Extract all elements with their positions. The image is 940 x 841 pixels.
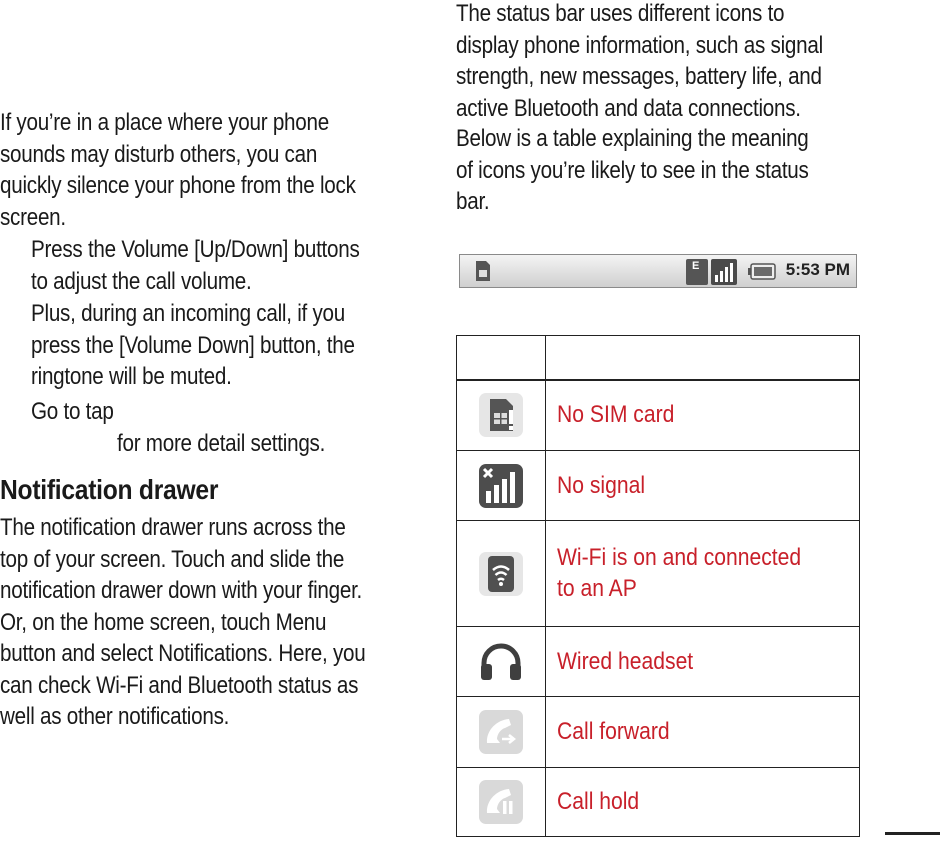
text-line: display phone information, such as signal bbox=[456, 31, 823, 59]
data-connection-icon bbox=[686, 259, 708, 285]
status-icon-table bbox=[456, 335, 860, 837]
text-line: The status bar uses different icons to bbox=[456, 0, 785, 27]
text-line: Wi-Fi is on and connected bbox=[557, 544, 802, 571]
call-forward-label: Call forward bbox=[557, 718, 670, 745]
header-divider bbox=[457, 379, 859, 381]
text-line: ringtone will be muted. bbox=[31, 363, 232, 390]
text-line: active Bluetooth and data connections. bbox=[456, 94, 801, 122]
row-divider bbox=[457, 767, 859, 768]
data-badge: E bbox=[692, 260, 700, 272]
goto-settings-line-1: Go to tap bbox=[31, 398, 114, 425]
mute-paragraph bbox=[31, 298, 355, 393]
text-line: button and select Notifications. Here, you bbox=[0, 640, 366, 667]
wifi-connected-icon bbox=[478, 551, 524, 597]
row-divider bbox=[457, 450, 859, 451]
call-hold-icon bbox=[478, 779, 524, 825]
no-sim-label: No SIM card bbox=[557, 401, 675, 428]
text-line: Below is a table explaining the meaning bbox=[456, 125, 809, 152]
text-line: well as other notifications. bbox=[0, 703, 230, 730]
page-footer-rule bbox=[885, 832, 940, 835]
text-line: strength, new messages, battery life, and bbox=[456, 63, 822, 90]
sim-card-icon bbox=[474, 260, 492, 282]
volume-paragraph bbox=[31, 234, 360, 297]
status-bar-time: 5:53 PM bbox=[785, 260, 850, 279]
text-line: can check Wi-Fi and Bluetooth status as bbox=[0, 671, 359, 699]
text-line: quickly silence your phone from the lock bbox=[0, 172, 356, 199]
headset-icon bbox=[478, 639, 524, 685]
no-signal-label: No signal bbox=[557, 472, 646, 499]
call-hold-label: Call hold bbox=[557, 788, 640, 815]
silence-intro-paragraph bbox=[0, 107, 356, 233]
signal-strength-icon bbox=[711, 259, 737, 285]
row-divider bbox=[457, 520, 859, 521]
row-divider bbox=[457, 696, 859, 697]
text-line: press the [Volume Down] button, the bbox=[31, 331, 355, 359]
status-bar-example bbox=[459, 254, 857, 288]
text-line: Plus, during an incoming call, if you bbox=[31, 300, 345, 327]
text-line: The notification drawer runs across the bbox=[0, 514, 346, 541]
wifi-label bbox=[557, 542, 801, 604]
notification-drawer-heading: Notification drawer bbox=[0, 474, 219, 505]
row-divider bbox=[457, 626, 859, 627]
text-line: to an AP bbox=[557, 575, 637, 602]
call-forward-icon bbox=[478, 709, 524, 755]
text-line: notification drawer down with your finger. bbox=[0, 577, 363, 604]
text-line: Or, on the home screen, touch Menu bbox=[0, 608, 327, 636]
text-line: to adjust the call volume. bbox=[31, 267, 252, 295]
status-bar-paragraph bbox=[456, 0, 823, 124]
no-signal-icon bbox=[478, 463, 524, 509]
text-line: screen. bbox=[0, 203, 66, 231]
text-line: If you’re in a place where your phone bbox=[0, 109, 329, 136]
wired-headset-label: Wired headset bbox=[557, 648, 694, 675]
text-line: sounds may disturb others, you can bbox=[0, 140, 318, 168]
notification-drawer-paragraph bbox=[0, 512, 365, 733]
text-line: of icons you’re likely to see in the status bbox=[456, 156, 809, 184]
goto-settings-line-2: for more detail settings. bbox=[117, 430, 326, 457]
table-intro-paragraph bbox=[456, 123, 809, 218]
text-line: top of your screen. Touch and slide the bbox=[0, 545, 345, 573]
text-line: bar. bbox=[456, 188, 490, 215]
battery-icon bbox=[748, 263, 776, 280]
no-sim-icon bbox=[478, 392, 524, 438]
text-line: Press the Volume [Up/Down] buttons bbox=[31, 236, 360, 263]
column-divider bbox=[545, 336, 546, 836]
